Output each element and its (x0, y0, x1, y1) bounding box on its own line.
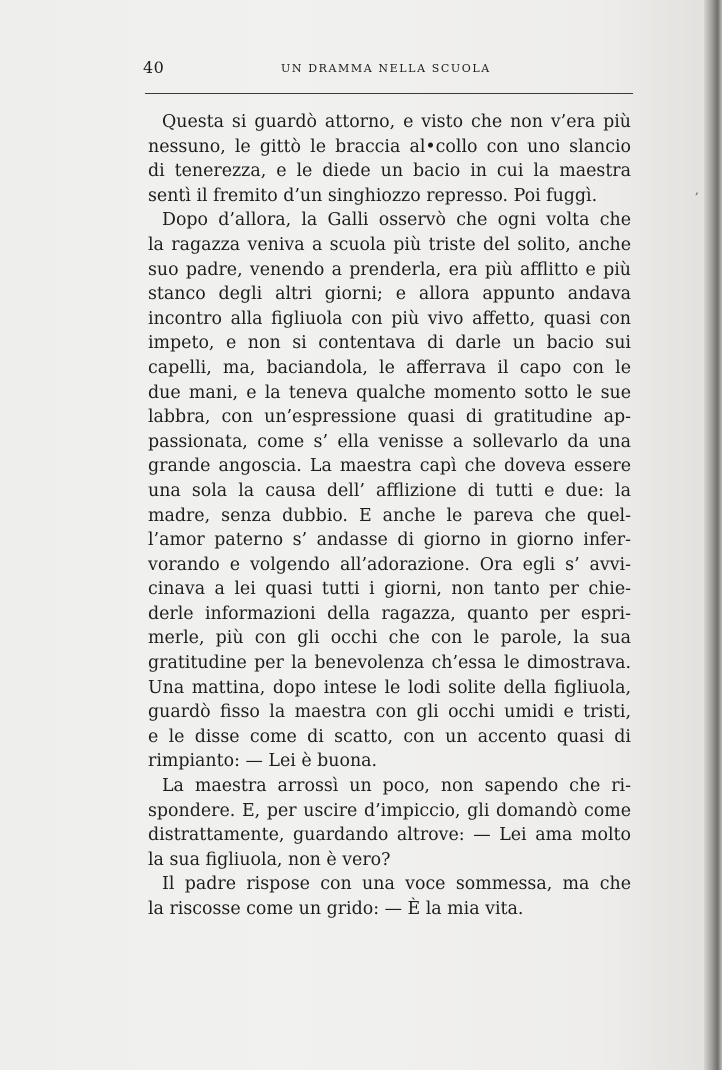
text-line: distrattamente, guardando altrove: — Lei ama molto (148, 825, 631, 846)
page-header (143, 58, 633, 80)
margin-mark: , (695, 183, 699, 197)
text-line: impeto, e non si contentava di darle un bacio sui (148, 333, 631, 354)
text-line: Dopo d’allora, la Galli osservò che ogni volta che (162, 210, 631, 231)
text-line: l’amor paterno s’ andasse di giorno in giorno infer- (148, 530, 631, 551)
text-line: merle, più con gli occhi che con le parole, la sua (148, 628, 631, 649)
text-line: stanco degli altri giorni; e allora appunto andava (148, 284, 631, 305)
text-line: rimpianto: — Lei è buona. (148, 751, 378, 772)
text-line: di tenerezza, e le diede un bacio in cui la maestra (148, 161, 631, 182)
text-line: labbra, con un’espressione quasi di gratitudine ap- (148, 407, 631, 428)
text-line: guardò fisso la maestra con gli occhi umidi e tristi, (148, 702, 631, 723)
text-line: e le disse come di scatto, con un accento quasi di (148, 726, 631, 747)
text-line: derle informazioni della ragazza, quanto per espri- (148, 603, 631, 624)
text-line: due mani, e la teneva qualche momento sotto le sue (148, 382, 631, 403)
text-line: la sua figliuola, non è vero? (148, 849, 391, 870)
text-line: la ragazza veniva a scuola più triste del solito, anche (148, 234, 631, 255)
text-line: La maestra arrossì un poco, non sapendo che ri- (162, 776, 631, 797)
text-line: passionata, come s’ ella venisse a sollevarlo da una (148, 431, 631, 452)
text-line: Il padre rispose con una voce sommessa, ma che (162, 874, 631, 895)
text-line: gratitudine per la benevolenza ch’essa le dimostrava. (148, 653, 631, 674)
text-line: cinava a lei quasi tutti i giorni, non tanto per chie- (148, 579, 631, 600)
running-title: UN DRAMMA NELLA SCUOLA (281, 62, 491, 75)
text-line: madre, senza dubbio. E anche le pareva che quel- (148, 505, 631, 526)
text-line: Una mattina, dopo intese le lodi solite della figliuola, (148, 677, 631, 698)
text-line: sentì il fremito d’un singhiozzo represso. Poi fuggì. (148, 185, 598, 206)
text-line: capelli, ma, baciandola, le afferrava il capo con le (148, 357, 631, 378)
text-line: nessuno, le gittò le braccia al•collo con uno slancio (148, 136, 631, 157)
text-line: grande angoscia. La maestra capì che doveva essere (148, 456, 631, 477)
page-edge-shadow (704, 0, 722, 1070)
text-line: incontro alla figliuola con più vivo affetto, quasi con (148, 308, 631, 329)
page-number: 40 (143, 58, 165, 77)
header-rule (145, 93, 633, 94)
text-line: Questa si guardò attorno, e visto che non v’era più (162, 112, 631, 132)
text-line: una sola la causa dell’ afflizione di tutti e due: la (148, 480, 631, 501)
text-line: la riscosse come un grido: — È la mia vita. (148, 899, 524, 919)
text-line: spondere. E, per uscire d’impiccio, gli domandò come (148, 800, 631, 821)
text-line: vorando e volgendo all’adorazione. Ora egli s’ avvi- (148, 554, 631, 575)
text-line: suo padre, venendo a prenderla, era più afflitto e più (148, 259, 631, 280)
body-text (148, 110, 631, 922)
